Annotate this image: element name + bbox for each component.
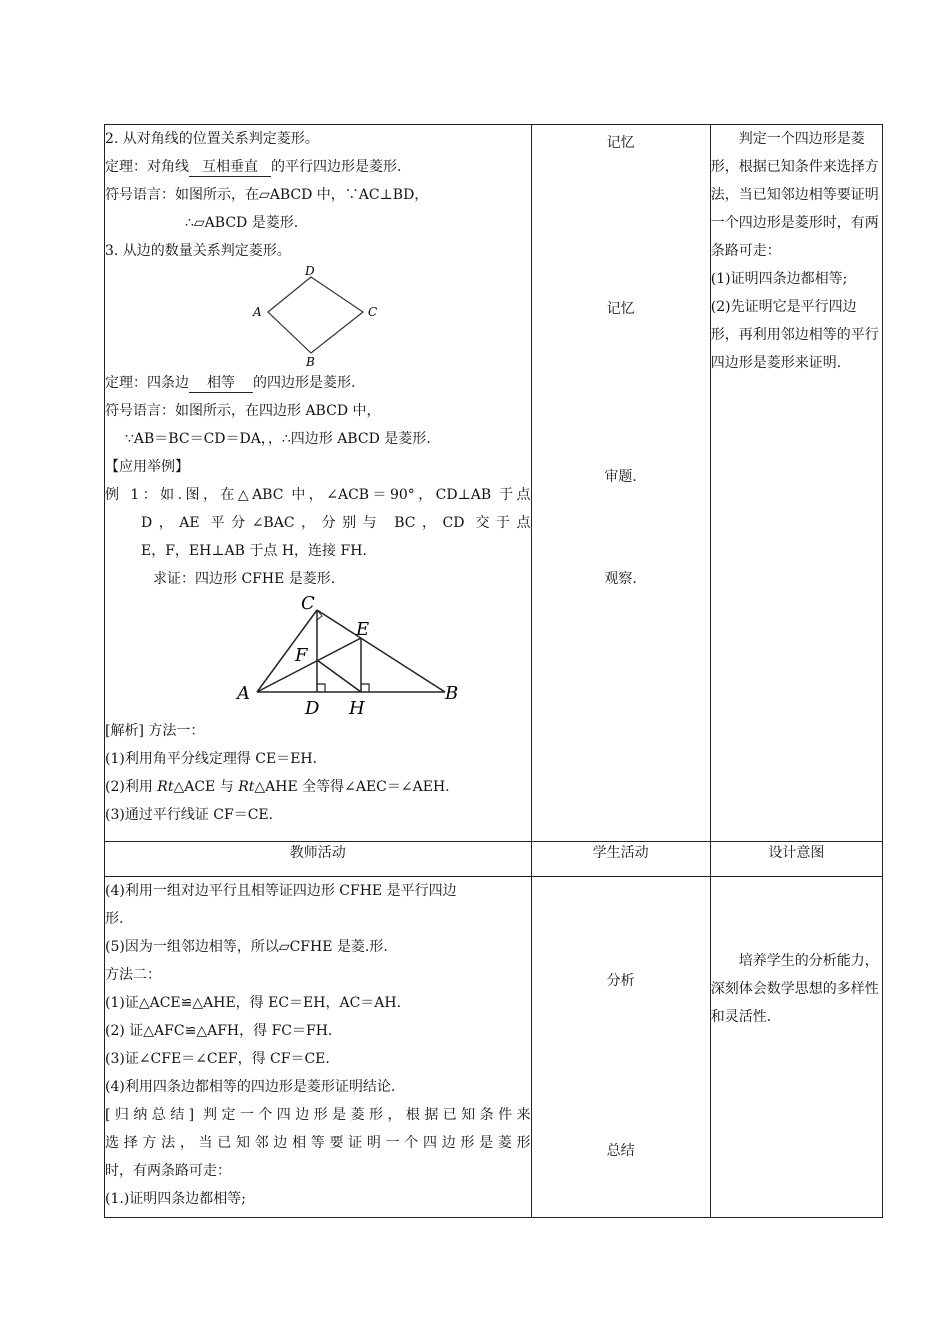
student-note: 记忆 (606, 301, 635, 317)
label-d: D (304, 264, 315, 278)
label-d: D (305, 698, 320, 719)
example-text: D，AE 平分∠BAC，分别与 BC，CD 交于点 (141, 515, 531, 531)
text-line: ∴▱ABCD 是菱形. (185, 215, 299, 231)
rhombus-figure (243, 265, 393, 369)
text-line: 符号语言：如图所示，在▱ABCD 中，∵AC⊥BD， (105, 187, 429, 203)
triangle-figure (225, 593, 459, 719)
student-note: 记忆 (606, 135, 635, 151)
text-line: 2. 从对角线的位置关系判定菱形。 (105, 131, 319, 147)
blank-answer: 互相垂直 (189, 158, 271, 177)
table-row (105, 125, 883, 842)
analysis-text: [解析] 方法一： (105, 723, 205, 739)
analysis-text: (1)利用角平分线定理得 CE＝EH. (105, 751, 318, 767)
example-text: E，F，EH⊥AB 于点 H，连接 FH. (141, 543, 367, 559)
header-design: 设计意图 (710, 842, 882, 877)
design-text: 培养学生的分析能力，深刻体会数学思想的多样性和灵活性. (710, 953, 879, 1025)
label-a: A (252, 305, 262, 319)
student-activity-cell (531, 125, 710, 842)
student-note: 分析 (606, 973, 635, 989)
summary-text: 时，有两条路可走： (105, 1163, 231, 1179)
summary-text: 选择方法，当已知邻边相等要证明一个四边形是菱形 (105, 1135, 531, 1151)
header-teacher: 教师活动 (105, 842, 532, 877)
example-text: 例 1：如.图，在△ABC 中，∠ACB＝90°，CD⊥AB 于点 (105, 487, 531, 503)
header-student: 学生活动 (531, 842, 710, 877)
label-a: A (237, 683, 250, 704)
student-note: 观察. (604, 571, 637, 587)
design-text: 判定一个四边形是菱形，根据已知条件来选择方法，当已知邻边相等要证明一个四边形是菱形时，有两条路可走： (710, 131, 879, 259)
text-line: 方法二： (105, 967, 161, 983)
text-line: (4)利用四条边都相等的四边形是菱形证明结论. (105, 1079, 396, 1095)
label-c: C (367, 305, 377, 319)
section-heading: 【应用举例】 (105, 459, 189, 475)
text-line: (2) 证△AFC≌△AFH，得 FC＝FH. (105, 1023, 333, 1039)
design-intent-cell (710, 877, 882, 1218)
design-intent-cell (710, 125, 882, 842)
student-note: 审题. (604, 469, 637, 485)
text-line: (3)证∠CFE＝∠CEF，得 CF＝CE. (105, 1051, 330, 1067)
label-e: E (356, 619, 370, 640)
blank-answer: 相等 (189, 374, 253, 393)
teacher-activity-cell (105, 125, 532, 842)
text-line: ∵AB＝BC＝CD＝DA，，∴四边形 ABCD 是菱形. (125, 431, 431, 447)
text-line: 符号语言：如图所示，在四边形 ABCD 中， (105, 403, 381, 419)
table-header-row (105, 842, 883, 877)
student-note: 总结 (606, 1143, 635, 1159)
text-line: (4)利用一组对边平行且相等证四边形 CFHE 是平行四边 (105, 883, 457, 899)
text-line: 3. 从边的数量关系判定菱形。 (105, 243, 291, 259)
text-line: 形. (105, 911, 124, 927)
teacher-activity-cell (105, 877, 532, 1218)
label-b: B (445, 683, 459, 704)
design-text: (1)证明四条边都相等; (710, 271, 848, 287)
lesson-plan-table (104, 124, 883, 1218)
summary-text: (1.)证明四条边都相等; (105, 1191, 246, 1207)
student-activity-cell (531, 877, 710, 1218)
label-h: H (349, 698, 365, 719)
summary-text: [归纳总结] 判定一个四边形是菱形，根据已知条件来 (105, 1107, 531, 1123)
theorem-sides: 定理：四条边 相等 的四边形是菱形. (105, 375, 356, 391)
label-c: C (301, 593, 315, 614)
theorem-diagonal: 定理：对角线 互相垂直 的平行四边形是菱形. (105, 159, 402, 175)
analysis-text: (3)通过平行线证 CF＝CE. (105, 807, 274, 823)
text-line: (1)证△ACE≌△AHE，得 EC＝EH，AC＝AH. (105, 995, 402, 1011)
text-line: (5)因为一组邻边相等，所以▱CFHE 是菱.形. (105, 939, 388, 955)
table-row (105, 877, 883, 1218)
example-text: 求证：四边形 CFHE 是菱形. (153, 571, 336, 587)
analysis-text: (2)利用 Rt△ACE 与 Rt△AHE 全等得∠AEC＝∠AEH. (105, 779, 450, 795)
design-text: (2)先证明它是平行四边形，再利用邻边相等的平行四边形是菱形来证明. (710, 299, 879, 371)
label-f: F (295, 645, 308, 666)
label-b: B (305, 355, 315, 369)
